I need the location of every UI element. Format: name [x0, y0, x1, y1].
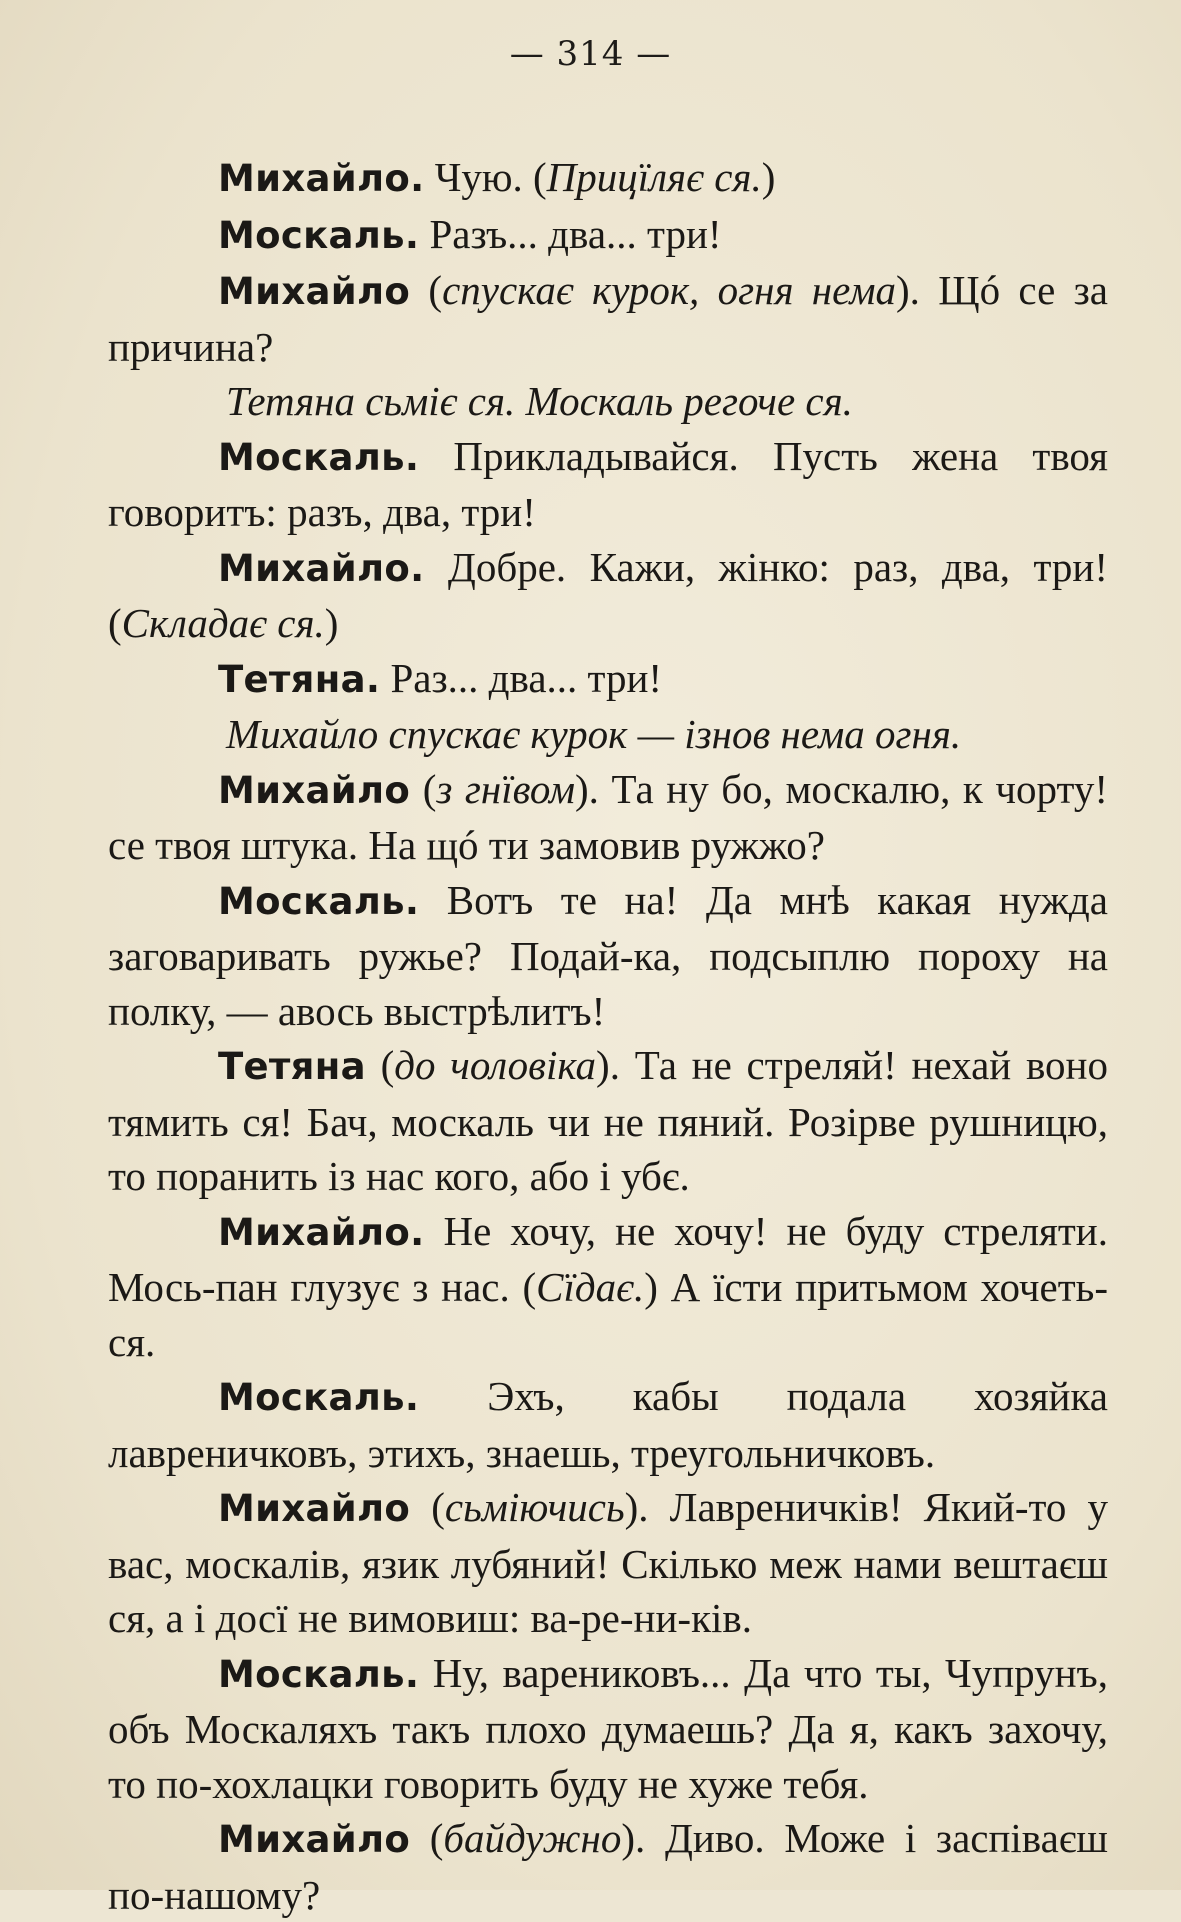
speaker-name: Тетяна.: [218, 657, 381, 701]
stage-direction-inline: Прицїляє ся.: [546, 154, 762, 200]
stage-direction-inline: Сїдає.: [536, 1264, 645, 1310]
stage-direction-inline: до чоловіка: [394, 1042, 597, 1088]
speaker-name: Москаль.: [218, 213, 420, 257]
dialogue-line: Москаль. Прикладывайся. Пусть жена твоя говоритъ: разъ, два, три!: [108, 432, 1108, 535]
dialogue-line: Михайло (сьміючись). Лавреничків! Який-то у вас, москалів, язик лубяний! Скілько меж нами вештаєш ся, а і досї не вимовиш: ва-ре-ни-ків.: [108, 1484, 1108, 1641]
page-number: — 314 —: [509, 34, 672, 74]
speaker-name: Москаль.: [218, 1376, 420, 1419]
dialogue-line: Тетяна (до чоловіка). Та не стреляй! нехай воно тямить ся! Бач, москаль чи не пяний. Розірве рушницю, то поранить із нас кого, або і убє.: [108, 1042, 1108, 1199]
dialogue-line: Москаль. Разъ... два... три!: [218, 210, 722, 257]
dialogue-line: Москаль. Эхъ, кабы подала хозяйка лавреничковъ, этихъ, знаешь, треугольничковъ.: [108, 1373, 1108, 1476]
dialogue-line: Михайло. Чую. (Прицїляє ся.): [218, 154, 776, 200]
stage-direction-inline: Складає ся.: [121, 600, 325, 646]
stage-direction-inline: байдужно: [443, 1815, 622, 1861]
speaker-name: Тетяна: [218, 1045, 366, 1088]
dialogue-line: Москаль. Вотъ те на! Да мнѣ какая нужда заговаривать ружье? Подай-ка, подсыплю пороху на полку, — авось выстрѣлитъ!: [108, 876, 1108, 1034]
dialogue-line: Михайло (спускає курок, огня нема). Щó се за причина?: [108, 267, 1108, 370]
stage-direction: Михайло спускає курок — ізнов нема огня.: [226, 711, 962, 757]
speaker-name: Михайло.: [218, 157, 425, 200]
speaker-name: Михайло: [218, 768, 411, 812]
speaker-name: Москаль.: [218, 879, 420, 923]
speaker-name: Михайло.: [218, 546, 425, 590]
stage-direction-inline: спускає курок, огня нема: [442, 267, 896, 313]
stage-direction-inline: з гнївом: [436, 765, 576, 812]
dialogue-line: Михайло. Не хочу, не хочу! не буду стреляти. Мось-пан глузує з нас. (Сїдає.) А їсти притьмом хочеть-ся.: [108, 1207, 1108, 1365]
speaker-name: Михайло.: [218, 1210, 425, 1254]
speaker-name: Михайло: [218, 1818, 411, 1861]
speaker-name: Михайло: [218, 1487, 411, 1530]
dialogue-line: Михайло (байдужно). Диво. Може і заспіваєш по-нашому?: [108, 1815, 1108, 1918]
dialogue-line: Тетяна. Раз... два... три!: [218, 654, 663, 701]
stage-direction: Тетяна сьміє ся. Москаль регоче ся.: [226, 378, 853, 424]
dialogue-line: Михайло (з гнївом). Та ну бо, москалю, к чорту! се твоя штука. На щó ти замовив ружжо?: [108, 765, 1108, 868]
speaker-name: Москаль.: [218, 435, 420, 479]
stage-direction-inline: сьміючись: [444, 1484, 625, 1530]
speaker-name: Михайло: [218, 270, 411, 313]
play-text: [108, 150, 1108, 1922]
dialogue-line: Михайло. Добре. Кажи, жінко: раз, два, три! (Складає ся.): [108, 543, 1108, 646]
dialogue-line: Москаль. Ну, варениковъ... Да что ты, Чупрунъ, объ Москаляхъ такъ плохо думаешь? Да я, какъ захочу, то по-хохлацки говорить буду не хуже тебя.: [108, 1649, 1108, 1807]
speaker-name: Москаль.: [218, 1652, 420, 1696]
